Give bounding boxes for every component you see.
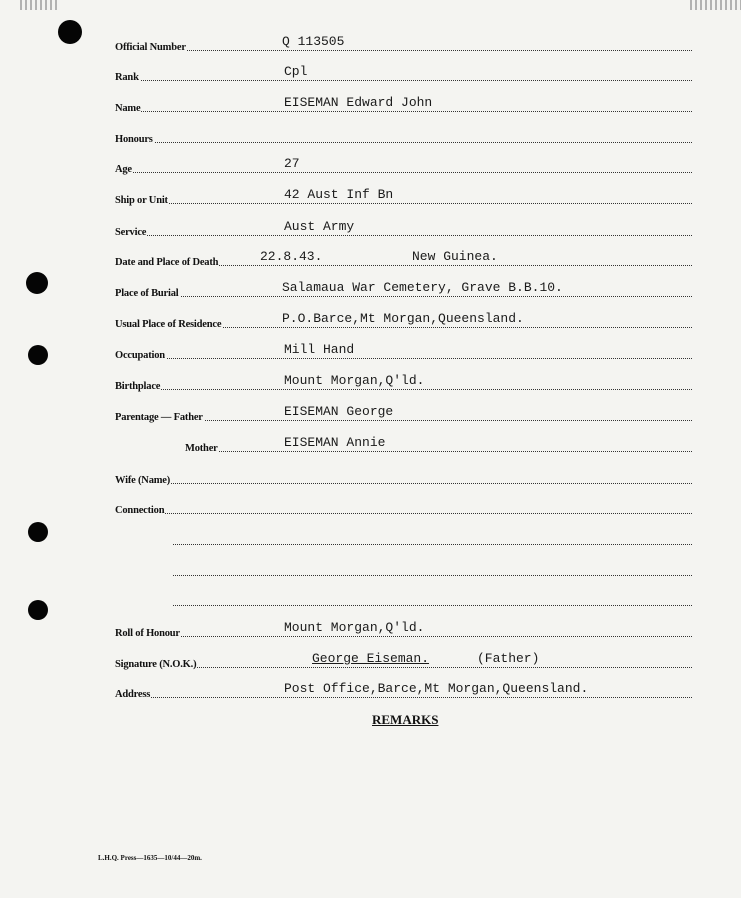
label-honours: Honours xyxy=(115,134,153,145)
field-date-place-death xyxy=(115,248,692,270)
punch-hole xyxy=(28,345,48,365)
value-name: EISEMAN Edward John xyxy=(284,95,433,110)
blank-line xyxy=(173,558,692,580)
label-roll-of-honour: Roll of Honour xyxy=(115,628,180,639)
field-honours xyxy=(115,125,692,147)
label-date-place-death: Date and Place of Death xyxy=(115,257,219,268)
field-rank xyxy=(115,63,692,85)
scan-edge-noise xyxy=(690,0,741,10)
blank-line xyxy=(173,527,692,549)
label-mother: Mother xyxy=(185,443,218,454)
label-age: Age xyxy=(115,164,132,175)
field-parentage-father xyxy=(115,403,692,425)
value-birthplace: Mount Morgan,Q'ld. xyxy=(284,373,425,388)
label-birthplace: Birthplace xyxy=(115,381,161,392)
value-date-death: 22.8.43. xyxy=(260,249,323,264)
punch-hole xyxy=(28,600,48,620)
value-ship-or-unit: 42 Aust Inf Bn xyxy=(284,187,394,202)
label-official-number: Official Number xyxy=(115,42,186,53)
label-rank: Rank xyxy=(115,72,139,83)
field-occupation xyxy=(115,341,692,363)
value-mother: EISEMAN Annie xyxy=(284,435,386,450)
remarks-heading: REMARKS xyxy=(372,712,439,727)
value-signature: George Eiseman. xyxy=(312,651,430,666)
value-address: Post Office,Barce,Mt Morgan,Queensland. xyxy=(284,681,589,696)
field-service xyxy=(115,218,692,240)
label-usual-residence: Usual Place of Residence xyxy=(115,319,222,330)
value-father: EISEMAN George xyxy=(284,404,394,419)
punch-hole xyxy=(58,20,82,44)
scan-edge-noise xyxy=(20,0,60,10)
field-place-burial xyxy=(115,279,692,301)
field-birthplace xyxy=(115,372,692,394)
value-place-death: New Guinea. xyxy=(412,249,498,264)
printer-imprint: L.H.Q. Press—1635—10/44—20m. xyxy=(98,854,202,862)
value-place-burial: Salamaua War Cemetery, Grave B.B.10. xyxy=(282,280,563,295)
label-wife: Wife (Name) xyxy=(115,475,171,486)
value-occupation: Mill Hand xyxy=(284,342,355,357)
value-age: 27 xyxy=(284,156,300,171)
label-address: Address xyxy=(115,689,151,700)
value-official-number: Q 113505 xyxy=(282,34,345,49)
field-usual-residence xyxy=(115,310,692,332)
blank-line xyxy=(173,588,692,610)
value-signature-relation: (Father) xyxy=(477,651,540,666)
field-age xyxy=(115,155,692,177)
field-wife xyxy=(115,466,692,488)
label-parentage-father: Parentage — Father xyxy=(115,412,203,423)
label-ship-or-unit: Ship or Unit xyxy=(115,195,168,206)
field-name xyxy=(115,94,692,116)
field-connection xyxy=(115,496,692,518)
field-ship-or-unit xyxy=(115,186,692,208)
value-roll-of-honour: Mount Morgan,Q'ld. xyxy=(284,620,425,635)
value-rank: Cpl xyxy=(284,64,308,79)
value-usual-residence: P.O.Barce,Mt Morgan,Queensland. xyxy=(282,311,524,326)
punch-hole xyxy=(28,522,48,542)
value-service: Aust Army xyxy=(284,219,355,234)
label-place-burial: Place of Burial xyxy=(115,288,179,299)
label-signature: Signature (N.O.K.) xyxy=(115,659,197,670)
label-occupation: Occupation xyxy=(115,350,165,361)
field-address xyxy=(115,680,692,702)
field-roll-of-honour xyxy=(115,619,692,641)
field-signature xyxy=(115,650,692,672)
field-mother xyxy=(185,434,692,456)
label-service: Service xyxy=(115,227,147,238)
label-connection: Connection xyxy=(115,505,165,516)
label-name: Name xyxy=(115,103,141,114)
field-official-number xyxy=(115,33,692,55)
punch-hole xyxy=(26,272,48,294)
